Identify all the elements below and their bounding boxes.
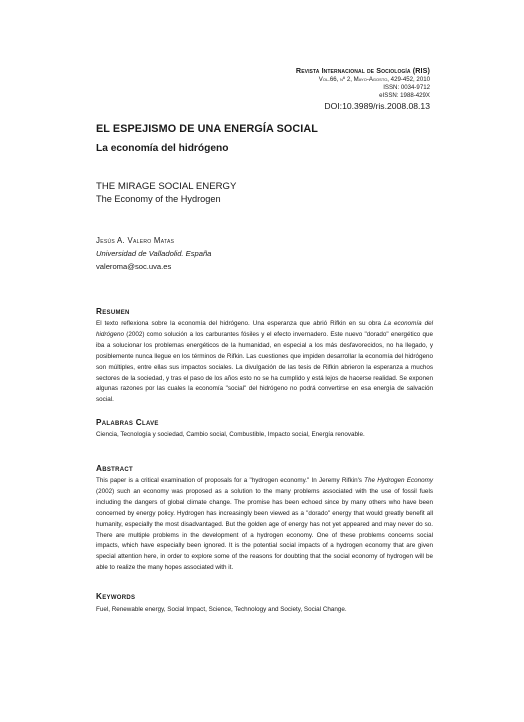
abstract-heading: Abstract — [96, 464, 133, 473]
author-email[interactable]: valeroma@soc.uva.es — [96, 262, 172, 271]
volume-info: Vol.66, nº 2, Mayo-Agosto, 429-452, 2010 — [318, 75, 430, 83]
abstract-book-title: The Hydrogen Economy — [364, 477, 434, 484]
resumen-text — [96, 319, 433, 406]
keywords-text: Fuel, Renewable energy, Social Impact, Science, Technology and Society, Social Change. — [96, 606, 347, 613]
resumen-text-rest: (2002) como solución a los carburantes fósiles y el efecto invernadero. Este nuevo "dorado" energético que iba a solucionar los problemas energéticos de la humanidad, en especial a los más desfavorecidos, no ha llegado, y posiblemente nunca llegue en los términos de Rifkin. Las cuestiones que impiden desarrollar la economía del hidrógeno son múltiples, entre ellas sus impactos sociales. La divulgación de las tesis de Rifkin abrieron la esperanza a muchos sectores de la sociedad, y tras el paso de los años esto no se ha cumplido y está lejos de hacerse realidad. Se exponen algunas razones por las cuales la economía "social" del hidrógeno no podrá convertirse en esa energía de salvación social. — [96, 330, 433, 404]
title-english: THE MIRAGE SOCIAL ENERGY — [96, 181, 237, 192]
author-affiliation: Universidad de Valladolid. España — [96, 249, 212, 258]
resumen-heading: Resumen — [96, 307, 130, 316]
issn: ISSN: 0034-9712 — [383, 83, 430, 91]
abstract-text-start: This paper is a critical examination of proposals for a "hydrogen economy." In Jeremy Rifkin's — [96, 477, 365, 484]
resumen-text-start: El texto reflexiona sobre la economía del hidrógeno. Una esperanza que abrió Rifkin en su obra — [96, 320, 384, 327]
author-name: Jesús A. Valero Matas — [96, 236, 175, 245]
journal-header — [296, 66, 430, 112]
abstract-text-rest: (2002) such an economy was proposed as a solution to the many problems associated with the use of fossil fuels including the dangers of global climate change. The promise has been echoed since by many others who have been concerned by energy policy. Hydrogen has increasingly been viewed as a "dorado" energy that would greatly benefit all humanity, especially the most disadvantaged. But the golden age of energy has not yet appeared and may never do so. There are multiple problems in the development of a hydrogen economy. One of these problems concerns social impacts, which have especially been ignored. It is the potential social impacts of a hydrogen economy that are given special attention here, in order to explore some of the reasons for doubting that the social economy of hydrogen will be able to realize the many hopes associated with it. — [96, 487, 433, 572]
resumen-book-title: La economía del hidrógeno — [96, 320, 433, 338]
subtitle-english: The Economy of the Hydrogen — [96, 194, 221, 204]
abstract-text — [96, 476, 433, 574]
palabras-clave-heading: Palabras Clave — [96, 418, 159, 427]
palabras-clave-text: Ciencia, Tecnología y sociedad, Cambio social, Combustible, Impacto social, Energía renovable. — [96, 431, 365, 438]
doi: DOI:10.3989/ris.2008.08.13 — [324, 100, 430, 111]
eissn: eISSN: 1988-429X — [379, 91, 430, 99]
journal-name: Revista Internacional de Sociología (RIS) — [295, 66, 430, 75]
title-spanish: EL ESPEJISMO DE UNA ENERGÍA SOCIAL — [96, 123, 318, 135]
keywords-heading: Keywords — [96, 592, 136, 601]
subtitle-spanish: La economía del hidrógeno — [96, 143, 229, 154]
